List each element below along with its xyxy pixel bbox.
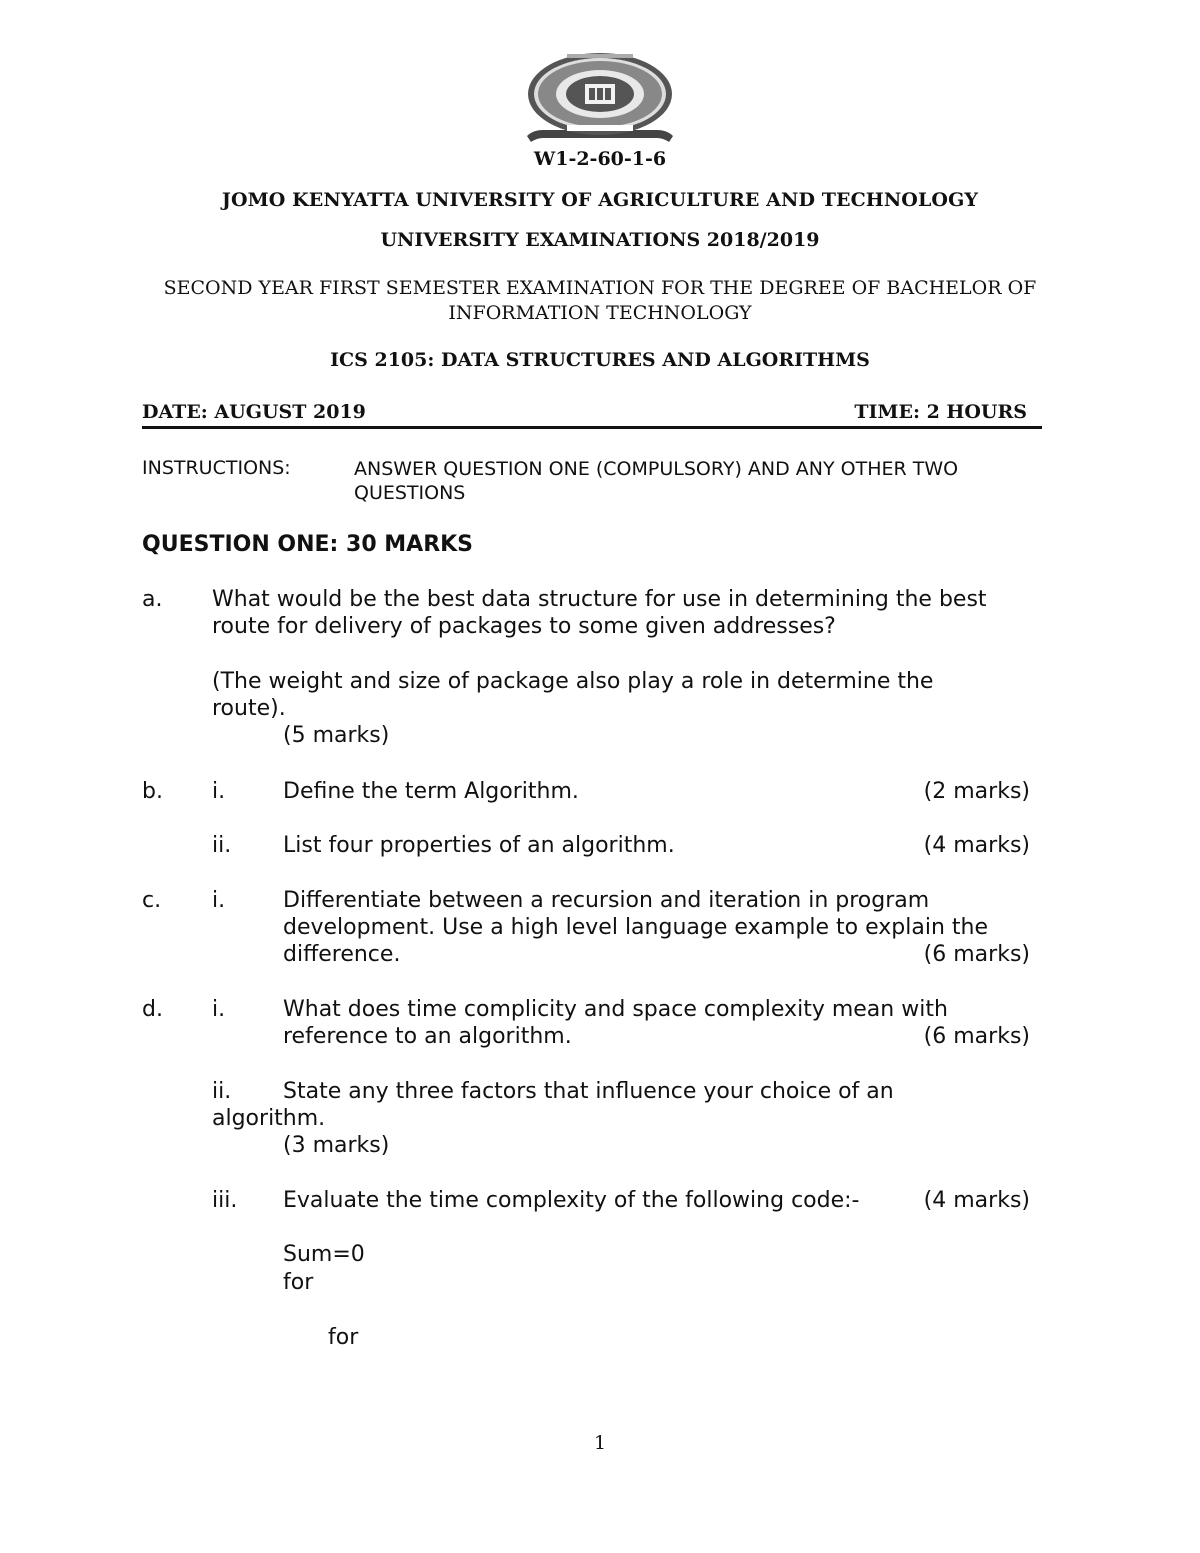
- header-divider: [142, 426, 1042, 429]
- paper-code: W1-2-60-1-6: [533, 148, 667, 170]
- university-crest-logo: [527, 50, 673, 150]
- instructions-label: INSTRUCTIONS:: [142, 457, 291, 479]
- item-b-ii-marks: (4 marks): [923, 833, 1030, 858]
- item-c-i-label: i.: [212, 888, 226, 913]
- item-b-i-text: Define the term Algorithm.: [283, 779, 579, 804]
- code-line-for-inner: for: [328, 1325, 359, 1350]
- item-b-i-label: i.: [212, 779, 226, 804]
- item-d-ii-marks: (3 marks): [283, 1133, 390, 1158]
- item-a-note1: (The weight and size of package also play a role in determine the: [212, 669, 934, 694]
- page-number: 1: [593, 1432, 607, 1454]
- item-a-note2: route).: [212, 696, 286, 721]
- university-name: JOMO KENYATTA UNIVERSITY OF AGRICULTURE AND TECHNOLOGY: [221, 189, 979, 211]
- item-a-line1: What would be the best data structure for use in determining the best: [212, 587, 987, 612]
- item-b-label: b.: [142, 779, 163, 804]
- item-c-line3: difference.: [283, 942, 401, 967]
- exam-date: DATE: AUGUST 2019: [142, 401, 366, 423]
- course-title: ICS 2105: DATA STRUCTURES AND ALGORITHMS: [330, 349, 870, 371]
- question-one-title: QUESTION ONE: 30 MARKS: [142, 532, 474, 557]
- item-c-label: c.: [142, 888, 162, 913]
- instructions-text: ANSWER QUESTION ONE (COMPULSORY) AND ANY OTHER TWO QUESTIONS: [354, 458, 959, 504]
- item-d-label: d.: [142, 997, 163, 1022]
- item-b-ii-text: List four properties of an algorithm.: [283, 833, 675, 858]
- item-a-label: a.: [142, 587, 163, 612]
- exam-time: TIME: 2 HOURS: [854, 401, 1027, 423]
- item-d-ii-label: ii.: [212, 1079, 232, 1104]
- item-c-marks: (6 marks): [923, 942, 1030, 967]
- item-d-i-label: i.: [212, 997, 226, 1022]
- item-d-iii-label: iii.: [212, 1188, 238, 1213]
- item-c-line1: Differentiate between a recursion and iteration in program: [283, 888, 930, 913]
- item-a-marks: (5 marks): [283, 723, 390, 748]
- item-d-i-line1: What does time complicity and space complexity mean with: [283, 997, 948, 1022]
- item-d-ii-line1: State any three factors that influence your choice of an: [283, 1079, 894, 1104]
- item-d-iii-marks: (4 marks): [923, 1188, 1030, 1213]
- item-c-line2: development. Use a high level language example to explain the: [283, 915, 989, 940]
- item-d-ii-line2: algorithm.: [212, 1106, 326, 1131]
- code-line-sum: Sum=0: [283, 1242, 365, 1267]
- degree-title: SECOND YEAR FIRST SEMESTER EXAMINATION FOR THE DEGREE OF BACHELOR OF INFORMATION TECHNOLOGY: [163, 277, 1037, 324]
- item-b-i-marks: (2 marks): [923, 779, 1030, 804]
- code-line-for-outer: for: [283, 1270, 314, 1295]
- item-a-line2: route for delivery of packages to some given addresses?: [212, 614, 836, 639]
- item-d-i-marks: (6 marks): [923, 1024, 1030, 1049]
- item-d-i-line2: reference to an algorithm.: [283, 1024, 572, 1049]
- exam-session: UNIVERSITY EXAMINATIONS 2018/2019: [380, 229, 820, 251]
- item-d-iii-text: Evaluate the time complexity of the following code:-: [283, 1188, 860, 1213]
- item-b-ii-label: ii.: [212, 833, 232, 858]
